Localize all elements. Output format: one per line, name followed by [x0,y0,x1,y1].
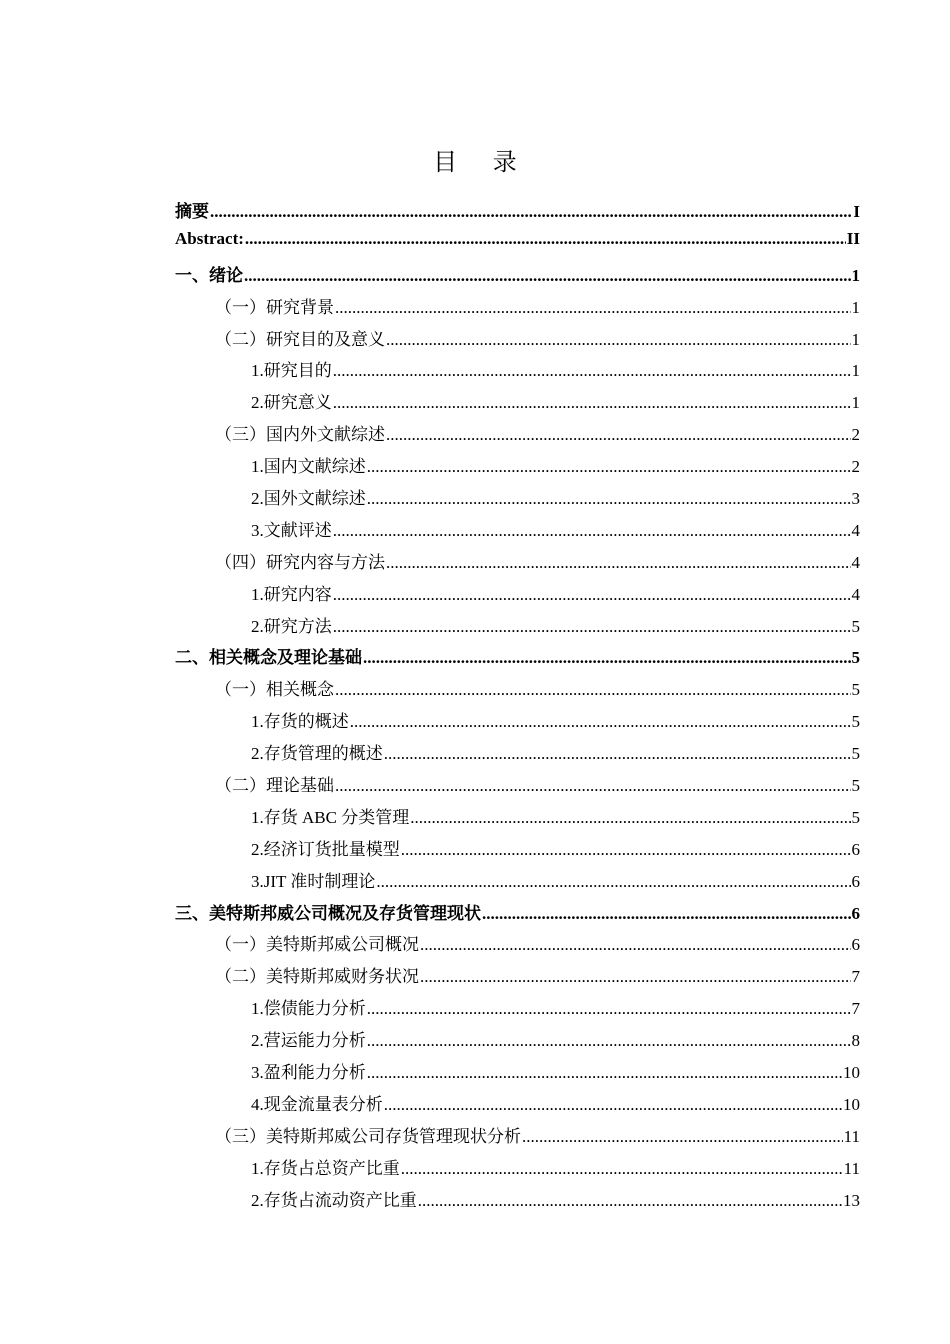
toc-entry[interactable] [175,420,860,452]
toc-entry-page: 5 [851,648,860,668]
toc-dot-leader [333,393,851,413]
toc-entry[interactable] [175,771,860,803]
toc-dot-leader [367,1063,842,1083]
toc-entry-label: （二）理论基础 [215,776,334,796]
toc-entry-label: （一）相关概念 [215,680,334,700]
toc-entry[interactable] [175,548,860,580]
toc-entry-page: 1 [851,329,860,349]
toc-entry-label: 一、绪论 [175,265,243,285]
toc-dot-leader [367,999,851,1019]
toc-dot-leader [386,330,851,350]
toc-entry-page: 10 [843,1063,860,1083]
toc-entry-label: （一）美特斯邦威公司概况 [215,935,419,955]
toc-entry-page: 11 [843,1126,860,1146]
toc-entry-label: （一）研究背景 [215,297,334,317]
toc-entry-label: 二、相关概念及理论基础 [175,648,362,668]
toc-dot-leader [245,229,846,249]
toc-entry-label: 2.经济订货批量模型 [251,839,400,859]
toc-entry-page: 5 [851,680,860,700]
toc-dot-leader [401,1159,843,1179]
toc-entry[interactable] [175,1186,860,1218]
toc-dot-leader [335,298,851,318]
toc-entry[interactable] [175,516,860,548]
toc-entry-label: 2.研究意义 [251,393,332,413]
toc-dot-leader [376,872,850,892]
toc-entry[interactable] [175,325,860,357]
toc-entry-label: 2.存货管理的概述 [251,744,383,764]
toc-dot-leader [244,266,851,286]
toc-entry[interactable] [175,484,860,516]
toc-entry-page: 6 [851,935,860,955]
toc-entry[interactable] [175,356,860,388]
toc-entry-page: 5 [851,616,860,636]
toc-entry[interactable] [175,1058,860,1090]
toc-entry[interactable] [175,612,860,644]
toc-entry[interactable] [175,707,860,739]
toc-dot-leader [363,648,851,668]
toc-entry[interactable] [175,835,860,867]
toc-dot-leader [384,1095,842,1115]
toc-entry-label: 1.研究内容 [251,584,332,604]
toc-entry[interactable] [175,580,860,612]
toc-entry-page: 10 [843,1094,860,1114]
toc-entry-label: 1.存货的概述 [251,712,349,732]
toc-entry[interactable] [175,962,860,994]
toc-entry-page: I [853,202,860,221]
toc-dot-leader [333,585,851,605]
toc-entry-page: 4 [851,520,860,540]
toc-entry-label: 2.国外文献综述 [251,489,366,509]
toc-entry-label: （二）美特斯邦威财务状况 [215,967,419,987]
toc-entry[interactable] [175,261,860,293]
toc-entry[interactable] [175,675,860,707]
toc-dot-leader [350,712,851,732]
toc-entry[interactable] [175,803,860,835]
toc-entry-label: 2.存货占流动资产比重 [251,1190,417,1210]
table-of-contents [175,197,860,1218]
toc-entry[interactable] [175,643,860,675]
toc-entry-page: 7 [851,999,860,1019]
toc-dot-leader [386,553,851,573]
toc-entry-label: （三）国内外文献综述 [215,425,385,445]
toc-entry-label: 2.营运能力分析 [251,1031,366,1051]
toc-entry-page: 5 [851,776,860,796]
toc-entry-page: 3 [851,489,860,509]
toc-entry[interactable] [175,452,860,484]
toc-dot-leader [333,617,851,637]
toc-entry-label: 3.JIT 准时制理论 [251,871,376,891]
toc-entry[interactable] [175,1026,860,1058]
toc-entry-page: 5 [851,744,860,764]
toc-entry[interactable] [175,293,860,325]
toc-dot-leader [420,935,851,955]
toc-entry[interactable] [175,197,860,229]
toc-dot-leader [210,202,852,222]
toc-dot-leader [482,904,851,924]
toc-entry-page: 2 [851,457,860,477]
toc-dot-leader [401,840,851,860]
toc-entry-page: 5 [851,712,860,732]
toc-dot-leader [367,457,851,477]
toc-entry-page: 1 [851,265,860,285]
toc-entry[interactable] [175,388,860,420]
toc-entry[interactable] [175,867,860,899]
toc-dot-leader [367,1031,851,1051]
toc-entry-label: 1.研究目的 [251,361,332,381]
toc-entry-label: 三、美特斯邦威公司概况及存货管理现状 [175,903,481,923]
toc-entry-page: II [846,228,860,248]
toc-dot-leader [333,521,851,541]
toc-entry-page: 4 [851,552,860,572]
toc-entry-page: 6 [851,839,860,859]
toc-entry-label: 1.偿债能力分析 [251,999,366,1019]
page-title: 目 录 [433,148,531,176]
toc-entry-page: 1 [851,393,860,413]
toc-dot-leader [335,776,851,796]
toc-entry-page: 6 [851,903,860,923]
toc-dot-leader [522,1127,843,1147]
toc-entry-page: 8 [851,1031,860,1051]
toc-entry-page: 4 [851,584,860,604]
toc-entry[interactable] [175,1090,860,1122]
toc-entry-page: 11 [843,1158,860,1178]
toc-entry-label: 1.存货 ABC 分类管理 [251,807,410,827]
toc-entry-label: 4.现金流量表分析 [251,1094,383,1114]
toc-entry-page: 7 [851,967,860,987]
toc-entry-page: 6 [851,871,860,891]
toc-dot-leader [333,361,851,381]
toc-entry[interactable] [175,229,860,261]
toc-entry-label: （四）研究内容与方法 [215,552,385,572]
toc-dot-leader [384,744,851,764]
toc-entry-page: 1 [851,361,860,381]
toc-dot-leader [367,489,851,509]
toc-entry[interactable] [175,1154,860,1186]
toc-entry-page: 13 [843,1190,860,1210]
toc-entry-label: 2.研究方法 [251,616,332,636]
toc-entry-label: 摘要 [175,202,209,221]
toc-dot-leader [386,425,851,445]
toc-dot-leader [418,1191,842,1211]
toc-dot-leader [335,680,851,700]
toc-entry-label: Abstract: [175,228,244,248]
toc-entry[interactable] [175,930,860,962]
toc-entry[interactable] [175,739,860,771]
toc-entry-label: 3.文献评述 [251,520,332,540]
toc-dot-leader [420,967,851,987]
toc-entry-page: 2 [851,425,860,445]
toc-entry-label: （二）研究目的及意义 [215,329,385,349]
toc-entry-label: （三）美特斯邦威公司存货管理现状分析 [215,1126,521,1146]
toc-entry-label: 3.盈利能力分析 [251,1063,366,1083]
toc-entry-label: 1.国内文献综述 [251,457,366,477]
toc-entry[interactable] [175,899,860,931]
toc-dot-leader [410,808,850,828]
toc-entry[interactable] [175,994,860,1026]
toc-entry-page: 1 [851,297,860,317]
toc-entry-page: 5 [851,807,860,827]
toc-entry-label: 1.存货占总资产比重 [251,1158,400,1178]
toc-entry[interactable] [175,1122,860,1154]
